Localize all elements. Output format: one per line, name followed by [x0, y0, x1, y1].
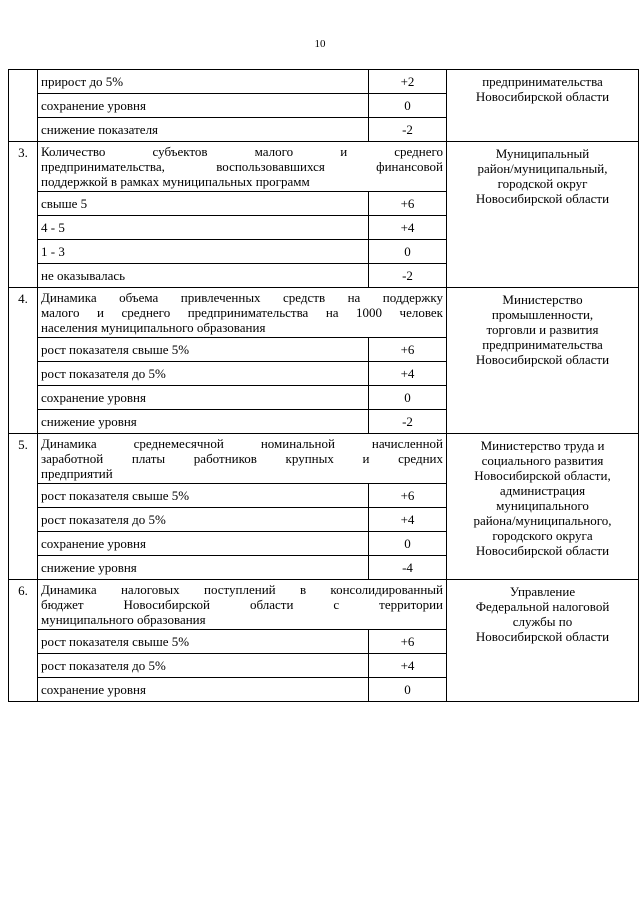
section-header-row: [9, 288, 639, 338]
criterion-label: сохранение уровня: [38, 532, 369, 556]
criterion-label: рост показателя свыше 5%: [38, 630, 369, 654]
responsible-line: городской округ: [497, 176, 588, 191]
indicator-title-line: предпринимательства, воспользовавшихся финансовой: [41, 159, 443, 174]
indicator-title-line: Динамика налоговых поступлений в консолидированный: [41, 582, 443, 597]
criteria-table: [8, 69, 639, 702]
row-number: [9, 70, 38, 142]
indicator-title: [38, 434, 447, 484]
responsible-line: Муниципальный: [495, 146, 590, 161]
responsible-line: район/муниципальный,: [477, 161, 608, 176]
responsible-line: городского округа: [492, 528, 593, 543]
responsible-line: района/муниципального,: [473, 513, 612, 528]
indicator-title: [38, 142, 447, 192]
criterion-label: снижение уровня: [38, 556, 369, 580]
indicator-title-line: Количество субъектов малого и среднего: [41, 144, 443, 159]
criterion-score: +4: [369, 216, 447, 240]
responsible-line: Новосибирской области: [475, 191, 610, 206]
indicator-title-line: муниципального образования: [41, 612, 206, 627]
criterion-score: +6: [369, 484, 447, 508]
criterion-label: снижение показателя: [38, 118, 369, 142]
criterion-label: 1 - 3: [38, 240, 369, 264]
indicator-title: [38, 288, 447, 338]
responsible-line: службы по: [512, 614, 573, 629]
criterion-score: -4: [369, 556, 447, 580]
criterion-label: свыше 5: [38, 192, 369, 216]
criterion-score: -2: [369, 264, 447, 288]
criterion-label: рост показателя свыше 5%: [38, 484, 369, 508]
indicator-title: [38, 580, 447, 630]
section-header-row: [9, 580, 639, 630]
criterion-score: +6: [369, 192, 447, 216]
responsible-body: [447, 434, 639, 580]
criterion-label: не оказывалась: [38, 264, 369, 288]
criterion-score: +2: [369, 70, 447, 94]
responsible-line: Новосибирской области,: [474, 468, 611, 483]
responsible-line: Новосибирской области: [475, 629, 610, 644]
criterion-score: +6: [369, 338, 447, 362]
responsible-body: предпринимательства Новосибирской области: [447, 70, 639, 142]
criterion-score: +6: [369, 630, 447, 654]
indicator-title-line: бюджет Новосибирской области с территории: [41, 597, 443, 612]
responsible-line: социального развития: [481, 453, 604, 468]
page-number: 10: [314, 38, 326, 50]
responsible-body: [447, 142, 639, 288]
responsible-line: Министерство: [502, 292, 583, 307]
indicator-title-line: заработной платы работников крупных и средних: [41, 451, 443, 466]
section-header-row: [9, 434, 639, 484]
table-row: [9, 70, 639, 94]
criterion-score: +4: [369, 654, 447, 678]
criterion-label: рост показателя свыше 5%: [38, 338, 369, 362]
criterion-score: 0: [369, 94, 447, 118]
responsible-line: Федеральной налоговой: [475, 599, 610, 614]
responsible-line: администрация: [499, 483, 586, 498]
criterion-label: рост показателя до 5%: [38, 654, 369, 678]
criterion-score: 0: [369, 386, 447, 410]
criterion-label: рост показателя до 5%: [38, 508, 369, 532]
responsible-body: [447, 580, 639, 702]
criterion-label: снижение уровня: [38, 410, 369, 434]
indicator-title-line: населения муниципального образования: [41, 320, 266, 335]
criterion-label: рост показателя до 5%: [38, 362, 369, 386]
indicator-title-line: поддержкой в рамках муниципальных программ: [41, 174, 310, 189]
responsible-line: предпринимательства: [482, 337, 603, 352]
criterion-score: +4: [369, 362, 447, 386]
criterion-score: 0: [369, 240, 447, 264]
indicator-title-line: Динамика среднемесячной номинальной начисленной: [41, 436, 443, 451]
responsible-body: [447, 288, 639, 434]
responsible-line: промышленности,: [491, 307, 594, 322]
indicator-title-line: предприятий: [41, 466, 113, 481]
criterion-label: сохранение уровня: [38, 94, 369, 118]
responsible-line: муниципального: [496, 498, 589, 513]
criterion-score: -2: [369, 410, 447, 434]
criterion-score: 0: [369, 532, 447, 556]
responsible-line: торговли и развития: [486, 322, 599, 337]
criterion-label: сохранение уровня: [38, 386, 369, 410]
section-number: 3.: [9, 142, 38, 288]
responsible-line: Министерство труда и: [480, 438, 605, 453]
criterion-label: 4 - 5: [38, 216, 369, 240]
criterion-label: сохранение уровня: [38, 678, 369, 702]
criterion-score: +4: [369, 508, 447, 532]
section-number: 6.: [9, 580, 38, 702]
responsible-line: Новосибирской области: [475, 543, 610, 558]
responsible-line: Управление: [509, 584, 576, 599]
criterion-score: -2: [369, 118, 447, 142]
section-header-row: [9, 142, 639, 192]
indicator-title-line: Динамика объема привлеченных средств на поддержку: [41, 290, 443, 305]
section-number: 5.: [9, 434, 38, 580]
criterion-score: 0: [369, 678, 447, 702]
section-number: 4.: [9, 288, 38, 434]
indicator-title-line: малого и среднего предпринимательства на 1000 человек: [41, 305, 443, 320]
responsible-line: Новосибирской области: [475, 352, 610, 367]
criterion-label: прирост до 5%: [38, 70, 369, 94]
